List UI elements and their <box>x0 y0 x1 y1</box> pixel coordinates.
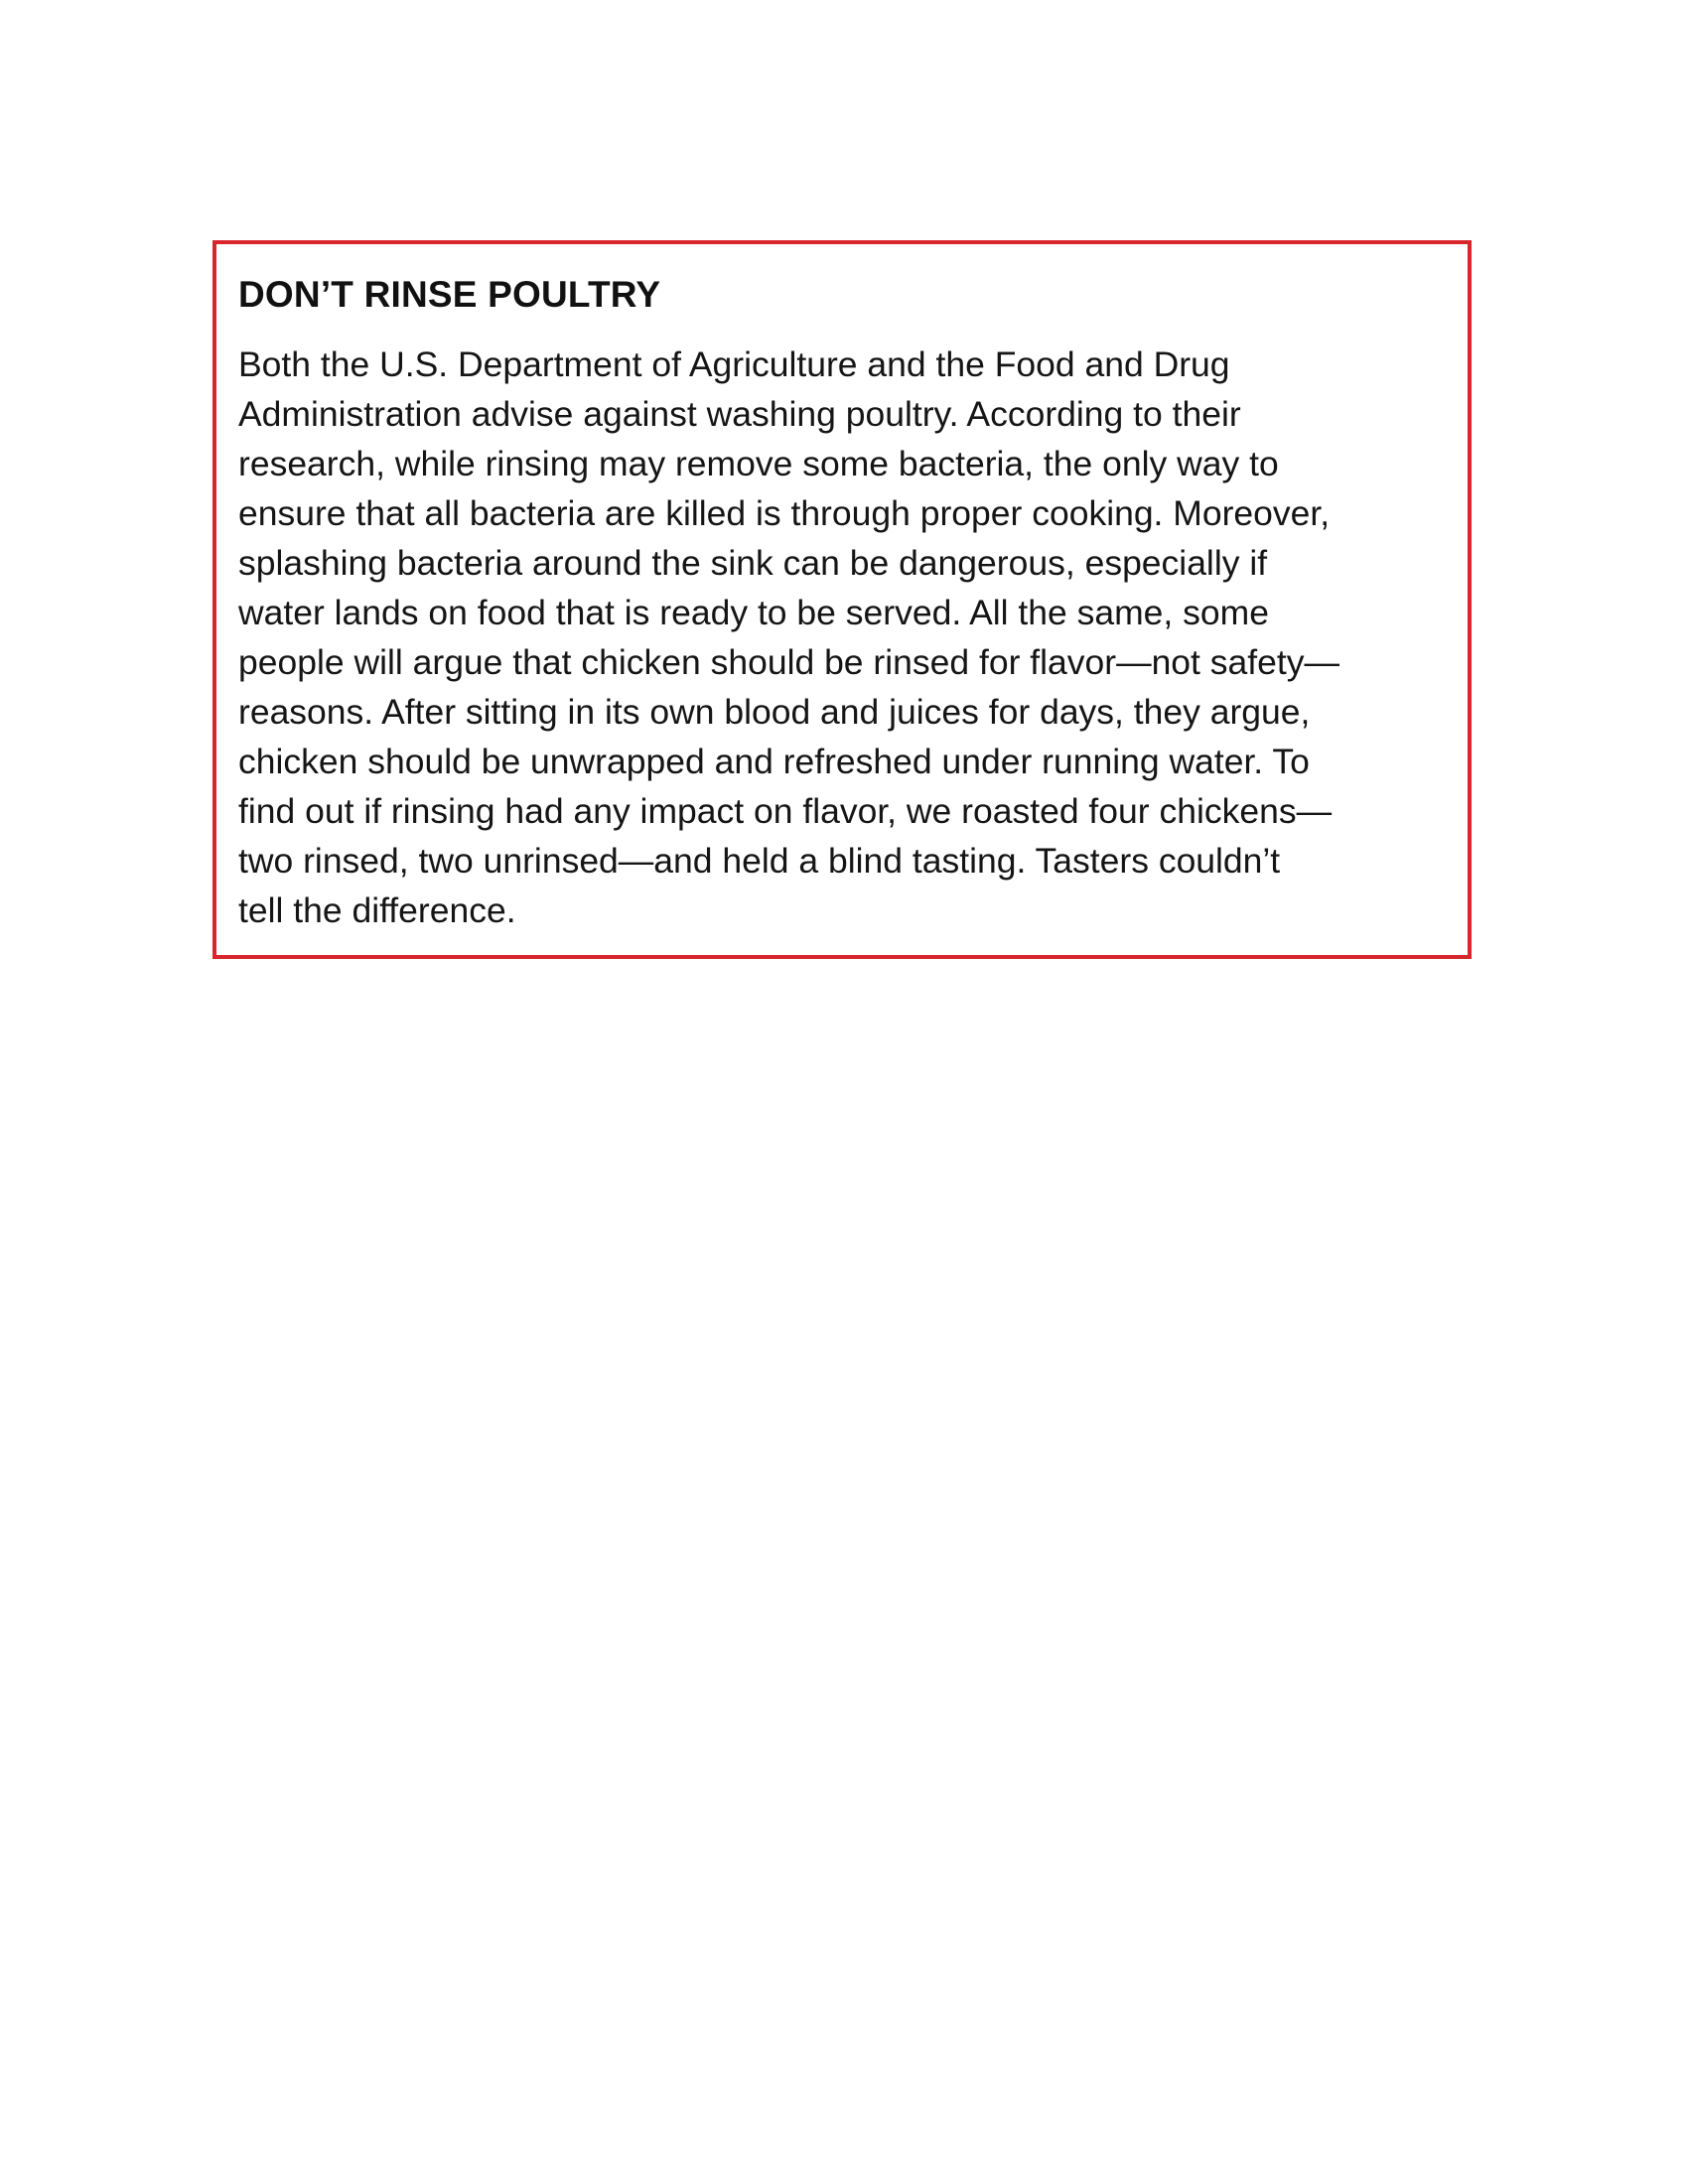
sidebar-box <box>212 240 1472 959</box>
body-line: people will argue that chicken should be rinsed for flavor—not safety— <box>238 642 1339 682</box>
body-line: water lands on food that is ready to be served. All the same, some <box>238 593 1269 632</box>
body-line: chicken should be unwrapped and refreshed under running water. To <box>238 742 1310 781</box>
body-line: research, while rinsing may remove some bacteria, the only way to <box>238 444 1279 483</box>
body-line: Both the U.S. Department of Agriculture and the Food and Drug <box>238 344 1230 384</box>
body-line: find out if rinsing had any impact on flavor, we roasted four chickens— <box>238 791 1333 831</box>
body-line: two rinsed, two unrinsed—and held a blind tasting. Tasters couldn’t <box>238 841 1281 881</box>
body-line: splashing bacteria around the sink can be dangerous, especially if <box>238 543 1268 583</box>
body-line: reasons. After sitting in its own blood and juices for days, they argue, <box>238 692 1311 732</box>
sidebar-body <box>238 340 1446 935</box>
body-line: ensure that all bacteria are killed is through proper cooking. Moreover, <box>238 493 1331 533</box>
body-line: Administration advise against washing poultry. According to their <box>238 394 1241 434</box>
body-line: tell the difference. <box>238 890 516 930</box>
sidebar-title: DON’T RINSE POULTRY <box>238 274 661 315</box>
